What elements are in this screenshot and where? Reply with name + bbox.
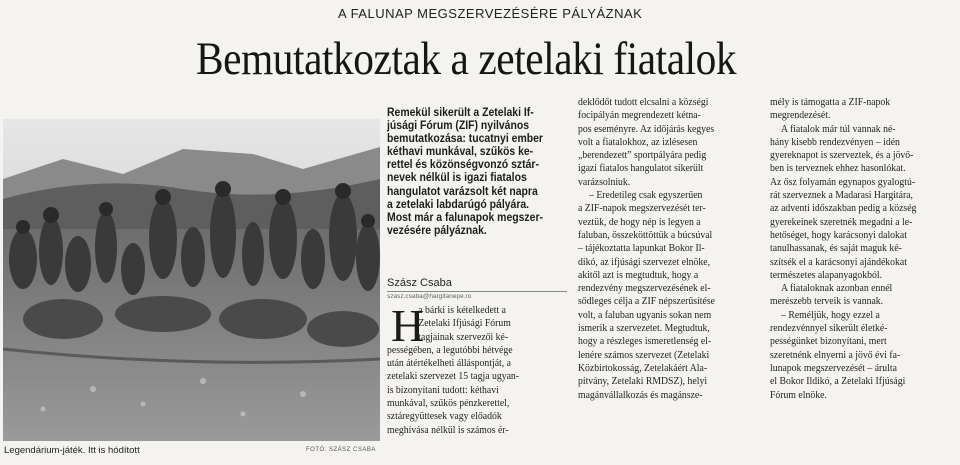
body-line: deklődőt tudott elcsalni a községi [578,97,709,108]
body-line: faluban, összeköttöttük a búcsúval [578,229,713,241]
body-line: lenére számos szervezet (Zetelaki [578,349,710,361]
body-line: A fiatalok már túl vannak né- [781,123,896,135]
byline-divider [387,291,567,292]
body-line: munkával, szűkös pénzkerettel, [387,398,510,410]
body-line: Zetelaki Ifjúsági Fórum [418,318,511,330]
body-column-1 [387,300,520,437]
body-line: hetőséget, hogy karácsonyi dalokat [770,229,907,241]
body-line: rát szerveznek a Madarasi Hargitára, [770,190,913,202]
body-line: is bizonyítani tudott: kéthavi [387,384,499,396]
body-line: szeretnénk elnyerni a jövő évi fa- [770,349,901,361]
kicker: A FALUNAP MEGSZERVEZÉSÉRE PÁLYÁZNAK [338,6,643,21]
body-line: A fiataloknak azonban ennél [781,283,893,295]
body-line: tagjainak szervezői ké- [418,331,509,343]
crowd-photo-image [3,119,380,441]
body-line: tanulhassanak, és saját maguk ké- [770,243,902,255]
body-line: dikó, az ifjúsági szervezet elnöke, [578,256,711,268]
body-line: volt, a faluban ugyanis sokan nem [578,309,712,321]
body-line: rendezvény megszervezésének el- [578,283,711,295]
body-line: mély is támogatta a ZIF-napok [770,97,891,108]
lead-line: júsági Fórum (ZIF) nyilvános [387,119,530,133]
lead-line: Remekül sikerült a Zetelaki If- [387,106,534,119]
lead-line: hangulatot varázsolt két napra [387,184,538,198]
body-line: Az ősz folyamán egynapos gyalogtú- [770,176,916,188]
body-line: volt a fiatalokhoz, az izlésesen [578,136,698,148]
body-line: akitől azt is megtudtuk, hogy a [578,269,699,281]
body-line: igazi fiatalos hangulatot sikerült [578,163,704,175]
body-column-2 [578,96,715,402]
body-line: – tájékoztatta lapunkat Bokor Il- [578,243,705,255]
lead-line: bemutatkozása: tucatnyi ember [387,132,543,146]
body-line: pességében, a legutóbbi hétvége [387,344,513,356]
body-line: megrendezését. [770,110,831,122]
body-line: hány kisebb rendezvényen – idén [770,136,900,148]
lead-line: rettel és közönségvonzó sztár- [387,158,539,172]
body-line: veztük, de hogy nép is legyen a [578,216,701,228]
body-line: lunapok megszervezését – árulta [770,362,897,374]
body-line: pességünket bizonyítani, mert [770,336,887,348]
body-line: a ZIF-napok megszervezését ter- [578,203,706,215]
lead-line: vezésére pályáznak. [387,223,487,237]
body-line: – Reméljük, hogy ezzel a [781,309,880,321]
body-line: „berendezett” sportpályára pedig [578,150,707,162]
body-line: ben is terveznek ehhez hasonlókat. [770,163,906,175]
body-line: ismerik a szervezetet. Megtudtuk, [578,323,710,335]
body-line: magánvállalkozás és magánsze- [578,389,703,401]
byline-email: szasz.csaba@hargitanepe.ro [387,293,472,300]
body-line: pos eseményre. Az időjárás kegyes [578,123,715,135]
body-line: zetelaki szervezet 15 tagja ugyan- [387,371,520,383]
headline: Bemutatkoztak a zetelaki fiatalok [196,33,737,85]
lead-line: Most már a falunapok megszer- [387,210,543,224]
body-line: hogy a részleges ismeretlenség el- [578,336,712,348]
photo-caption: Legendárium-játék. Itt is hódított [4,445,140,456]
article-photo [3,119,380,441]
body-line: merészebb terveik is vannak. [770,296,884,308]
body-line: rendezvénnyel sikerült életké- [770,323,888,335]
body-line: – Eredetileg csak egyszerűen [589,190,703,202]
body-line: gyereknapot is szerveztek, és a jövő- [770,150,914,162]
lead-line: nevek nélkül is igazi fiatalos [387,171,527,185]
lead-paragraph [387,106,553,237]
body-line: a bárki is kételkedett a [418,305,506,316]
body-line: focipályán megrendezett kétna- [578,110,701,122]
body-line: varázsolniuk. [578,176,631,188]
byline-author: Szász Csaba [387,277,452,289]
body-line: pítvány, Zetelaki RMDSZ), helyi [578,376,708,388]
body-line: sztáregyüttesek vagy előadók [387,411,502,423]
photo-credit: FOTÓ: SZÁSZ CSABA [306,447,376,453]
body-line: Közbirtokosság, Zetelakáért Ala- [578,362,708,374]
body-line: el Bokor Ildikó, a Zetelaki Ifjúsági [770,376,906,388]
body-line: szítsék el a karácsonyi ajándékokat [770,256,907,268]
body-line: Fórum elnöke. [770,389,827,401]
body-line: meghívása nélkül is számos ér- [387,424,509,436]
body-line: természetes alapanyagokból. [770,269,883,281]
body-line: az adventi időszakban pedig a község [770,203,917,215]
body-column-3 [770,96,916,402]
lead-line: kéthavi munkával, szűkös ke- [387,145,534,159]
lead-line: a zetelaki labdarúgó pályára. [387,197,530,211]
drop-cap: H [391,300,425,351]
body-column-1-lines [387,344,519,437]
body-line: sődleges célja a ZIF népszerűsítése [578,296,715,308]
body-line: gyerekeinek szeretnék megadni a le- [770,216,913,228]
body-line: után átértékelheti álláspontját, a [387,358,511,370]
